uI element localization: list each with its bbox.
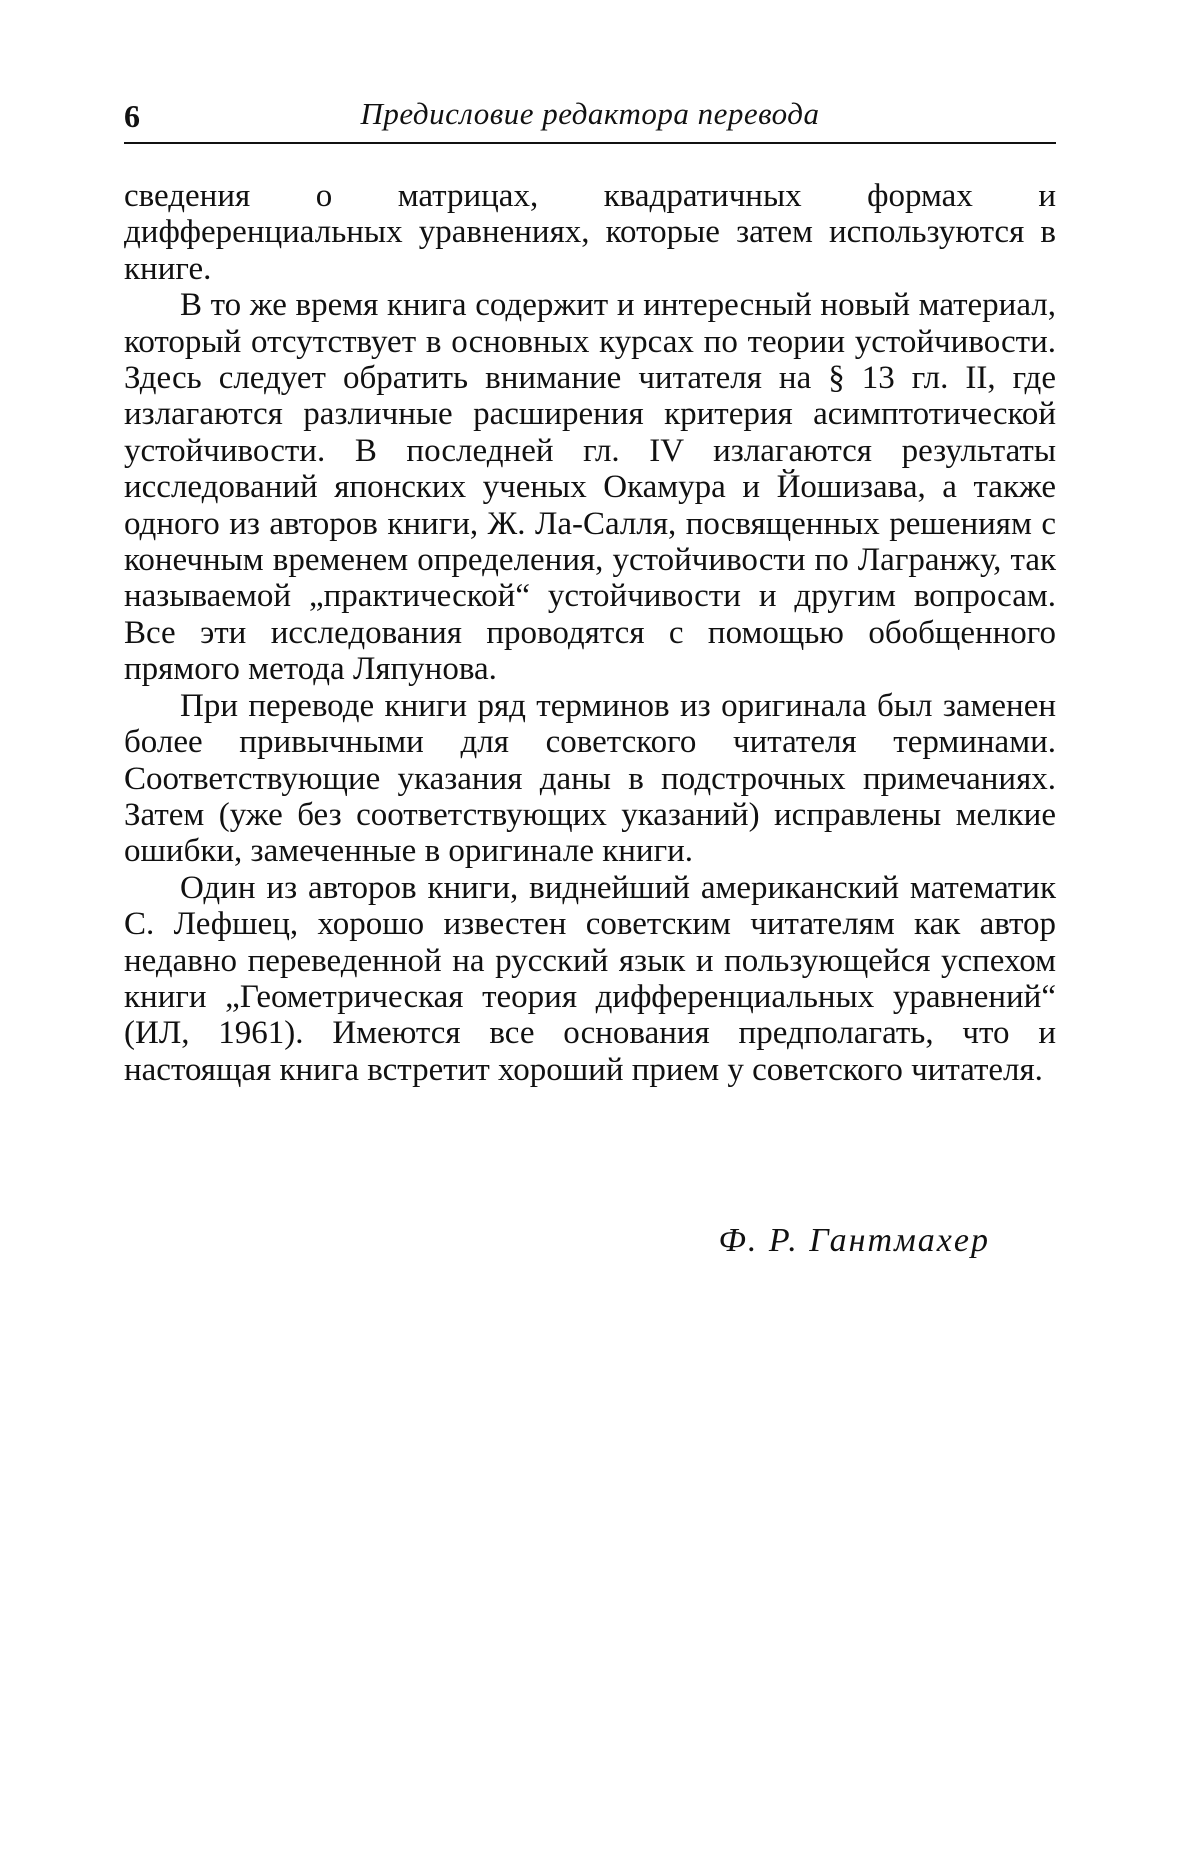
paragraph-continuation: сведения о матрицах, квадратичных формах и дифференциальных уравнениях, которые затем используются в книге. <box>124 178 1056 287</box>
page-number: 6 <box>124 98 140 135</box>
paragraph-new-material: В то же время книга содержит и интересный новый материал, который отсутствует в основных курсах по теории устойчивости. Здесь следует обратить внимание читателя на § 13 гл. II, где излагаются различные расширения критерия асимптотической устойчивости. В последней гл. IV излагаются результаты исследований японских ученых Окамура и Йошизава, а также одного из авторов книги, Ж. Ла-Салля, посвященных решениям с конечным временем определения, устойчивости по Лагранжу, так называемой „практической“ устойчивости и другим вопросам. Все эти исследования проводятся с помощью обобщенного прямого метода Ляпунова. <box>124 287 1056 687</box>
paragraph-translation-notes: При переводе книги ряд терминов из оригинала был заменен более привычными для советского читателя терминами. Соответствующие указания даны в подстрочных примечаниях. Затем (уже без соответствующих указаний) исправлены мелкие ошибки, замеченные в оригинале книги. <box>124 688 1056 870</box>
page-header <box>124 96 1056 144</box>
book-page <box>0 0 1200 1849</box>
running-title: Предисловие редактора перевода <box>124 96 1056 132</box>
editor-signature: Ф. Р. Гантмахер <box>124 1222 990 1260</box>
body-text <box>124 178 1056 1088</box>
paragraph-authors: Один из авторов книги, виднейший американский математик С. Лефшец, хорошо известен советским читателям как автор недавно переведенной на русский язык и пользующейся успехом книги „Геометрическая теория дифференциальных уравнений“ (ИЛ, 1961). Имеются все основания предполагать, что и настоящая книга встретит хороший прием у советского читателя. <box>124 870 1056 1088</box>
